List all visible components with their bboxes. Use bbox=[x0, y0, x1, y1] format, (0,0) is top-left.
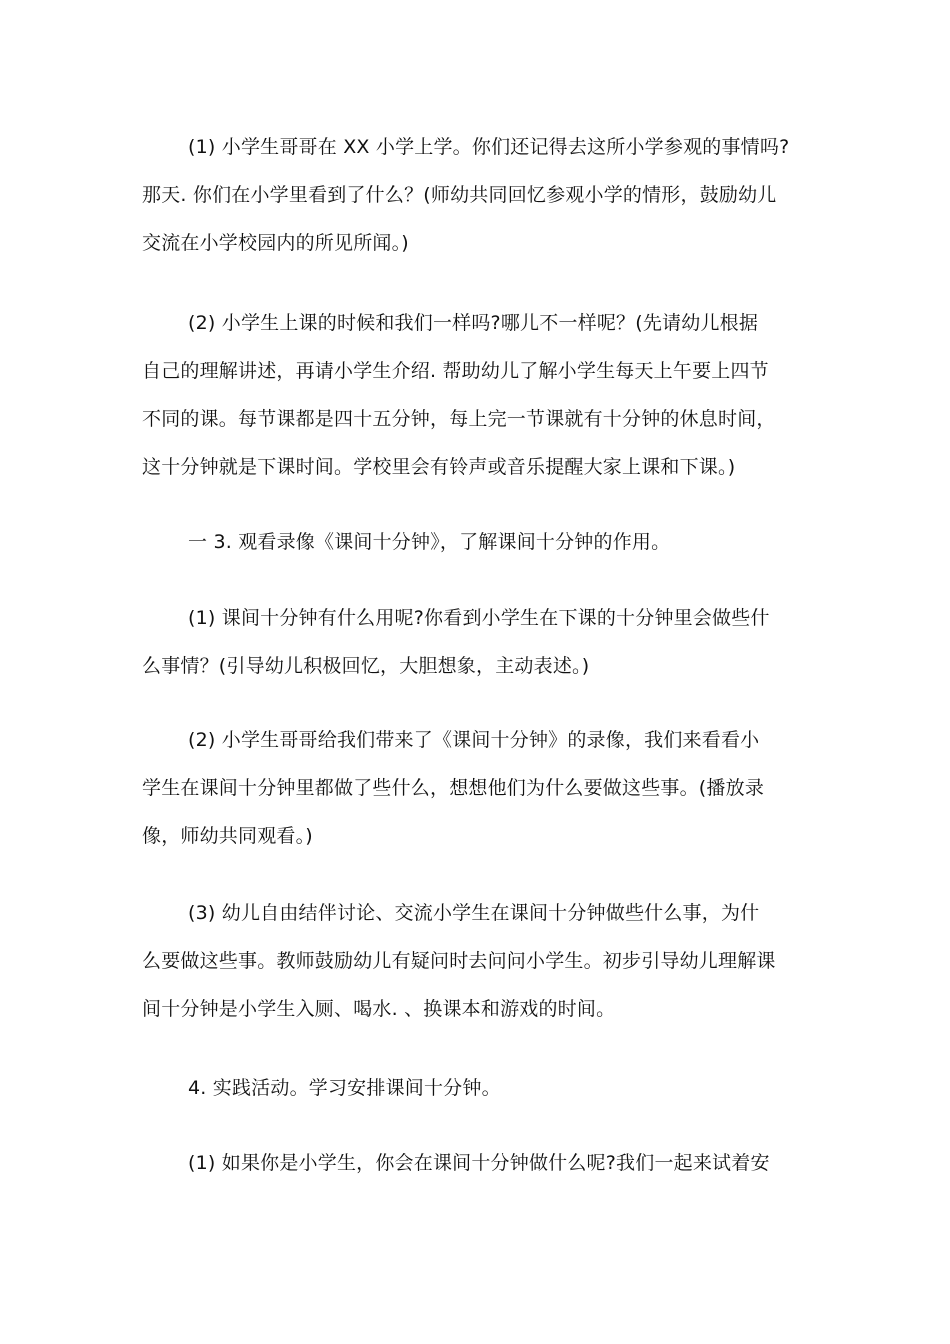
text-line: 么事情？(引导幼儿积极回忆，大胆想象，主动表述。) bbox=[142, 655, 590, 677]
text-line: 学生在课间十分钟里都做了些什么，想想他们为什么要做这些事。(播放录 bbox=[142, 777, 765, 799]
paragraph-5 bbox=[142, 716, 832, 860]
text-line: 不同的课。每节课都是四十五分钟，每上完一节课就有十分钟的休息时间， bbox=[142, 408, 776, 430]
text-line: 么要做这些事。教师鼓励幼儿有疑问时去问问小学生。初步引导幼儿理解课 bbox=[142, 950, 776, 972]
text-line: (1) 小学生哥哥在 XX 小学上学。你们还记得去这所小学参观的事情吗? bbox=[188, 136, 790, 158]
paragraph-2 bbox=[142, 299, 832, 491]
text-line: 这十分钟就是下课时间。学校里会有铃声或音乐提醒大家上课和下课。) bbox=[142, 456, 736, 478]
paragraph-8 bbox=[142, 1139, 832, 1187]
text-line: 交流在小学校园内的所见所闻。) bbox=[142, 232, 409, 254]
paragraph-3 bbox=[142, 518, 832, 566]
text-line: (2) 小学生上课的时候和我们一样吗?哪儿不一样呢？(先请幼儿根据 bbox=[188, 312, 759, 334]
paragraph-1 bbox=[142, 123, 832, 267]
text-line: 4. 实践活动。学习安排课间十分钟。 bbox=[188, 1077, 501, 1099]
text-line: (1) 课间十分钟有什么用呢?你看到小学生在下课的十分钟里会做些什 bbox=[188, 607, 770, 629]
text-line: (2) 小学生哥哥给我们带来了《课间十分钟》的录像，我们来看看小 bbox=[188, 729, 760, 751]
text-line: 间十分钟是小学生入厕、喝水. 、换课本和游戏的时间。 bbox=[142, 998, 616, 1020]
text-line: (3) 幼儿自由结伴讨论、交流小学生在课间十分钟做些什么事，为什 bbox=[188, 902, 760, 924]
text-line: 一 3. 观看录像《课间十分钟》，了解课间十分钟的作用。 bbox=[188, 531, 671, 553]
text-line: 那天. 你们在小学里看到了什么？(师幼共同回忆参观小学的情形，鼓励幼儿 bbox=[142, 184, 777, 206]
paragraph-4 bbox=[142, 594, 832, 690]
text-line: (1) 如果你是小学生，你会在课间十分钟做什么呢?我们一起来试着安 bbox=[188, 1152, 770, 1174]
paragraph-6 bbox=[142, 889, 832, 1033]
paragraph-7 bbox=[142, 1064, 832, 1112]
text-line: 自己的理解讲述，再请小学生介绍. 帮助幼儿了解小学生每天上午要上四节 bbox=[142, 360, 769, 382]
text-line: 像，师幼共同观看。) bbox=[142, 825, 313, 847]
